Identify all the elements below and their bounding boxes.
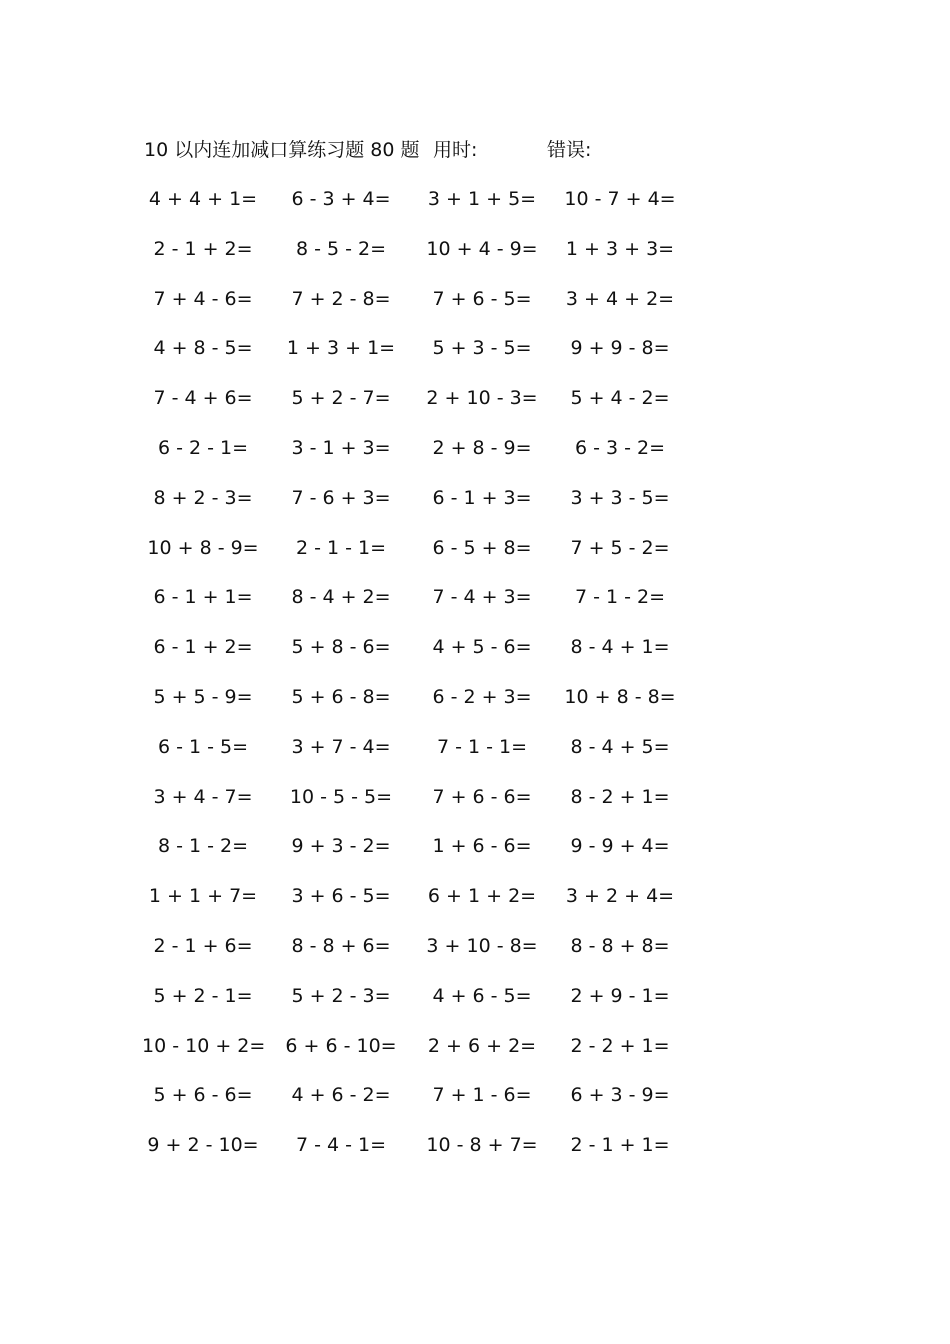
math-problem: 4 + 4 + 1=: [148, 188, 258, 210]
math-problem: 3 + 2 + 4=: [565, 885, 675, 908]
math-problem: 7 - 1 - 1=: [436, 735, 528, 758]
math-problem: 8 + 2 - 3=: [153, 486, 253, 509]
problem-row: [0, 733, 950, 783]
math-problem: 6 - 3 - 2=: [574, 436, 666, 459]
math-problem: 6 + 1 + 2=: [427, 885, 537, 908]
error-label: 错误:: [547, 139, 592, 161]
math-problem: 7 + 5 - 2=: [570, 536, 670, 559]
math-problem: 1 + 3 + 1=: [286, 337, 396, 360]
problem-row: [0, 583, 950, 633]
problem-row: [0, 434, 950, 484]
math-problem: 3 + 4 + 2=: [565, 287, 675, 310]
math-problem: 3 + 4 - 7=: [153, 785, 253, 808]
problem-grid: [0, 185, 950, 1181]
math-problem: 5 + 2 - 1=: [153, 984, 253, 1007]
math-problem: 10 + 8 - 9=: [147, 536, 259, 559]
math-problem: 9 - 9 + 4=: [570, 835, 670, 858]
math-problem: 8 - 2 + 1=: [570, 785, 670, 808]
math-problem: 4 + 6 - 5=: [432, 984, 532, 1007]
math-problem: 1 + 3 + 3=: [565, 237, 675, 260]
math-problem: 2 - 1 + 6=: [153, 934, 253, 957]
math-problem: 9 + 2 - 10=: [147, 1134, 259, 1157]
math-problem: 7 - 1 - 2=: [574, 586, 666, 609]
problem-row: [0, 1131, 950, 1181]
problem-row: [0, 832, 950, 882]
math-problem: 4 + 8 - 5=: [153, 337, 253, 360]
math-problem: 5 + 6 - 8=: [291, 685, 391, 708]
problem-row: [0, 1081, 950, 1131]
math-problem: 7 + 1 - 6=: [432, 1084, 532, 1107]
math-problem: 10 + 4 - 9=: [426, 237, 538, 260]
math-problem: 5 + 4 - 2=: [570, 387, 670, 410]
math-problem: 4 + 6 - 2=: [291, 1084, 391, 1107]
math-problem: 3 + 1 + 5=: [427, 188, 537, 210]
math-problem: 6 - 1 + 1=: [153, 586, 253, 609]
math-problem: 8 - 8 + 8=: [570, 934, 670, 957]
problem-row: [0, 534, 950, 584]
math-problem: 3 + 10 - 8=: [426, 934, 538, 957]
math-problem: 2 - 1 + 1=: [570, 1134, 670, 1157]
math-problem: 9 + 3 - 2=: [291, 835, 391, 858]
math-problem: 6 - 2 - 1=: [157, 436, 249, 459]
math-problem: 8 - 1 - 2=: [157, 835, 249, 858]
math-problem: 6 - 2 + 3=: [432, 685, 532, 708]
math-problem: 3 + 7 - 4=: [291, 735, 391, 758]
math-problem: 2 - 1 + 2=: [153, 237, 253, 260]
problem-row: [0, 185, 950, 235]
math-problem: 1 + 6 - 6=: [432, 835, 532, 858]
worksheet-title: 10 以内连加减口算练习题 80 题: [144, 139, 420, 161]
problem-row: [0, 285, 950, 335]
math-problem: 5 + 2 - 7=: [291, 387, 391, 410]
math-problem: 6 - 1 + 3=: [432, 486, 532, 509]
problem-row: [0, 484, 950, 534]
math-problem: 9 + 9 - 8=: [570, 337, 670, 360]
math-problem: 8 - 4 + 5=: [570, 735, 670, 758]
math-problem: 10 - 7 + 4=: [564, 188, 676, 210]
math-problem: 7 + 2 - 8=: [291, 287, 391, 310]
math-problem: 2 + 9 - 1=: [570, 984, 670, 1007]
math-problem: 7 + 6 - 5=: [432, 287, 532, 310]
math-problem: 6 + 3 - 9=: [570, 1084, 670, 1107]
math-problem: 3 + 6 - 5=: [291, 885, 391, 908]
math-problem: 5 + 8 - 6=: [291, 636, 391, 659]
problem-row: [0, 633, 950, 683]
math-problem: 5 + 5 - 9=: [153, 685, 253, 708]
math-problem: 10 - 8 + 7=: [426, 1134, 538, 1157]
math-problem: 10 + 8 - 8=: [564, 685, 676, 708]
math-problem: 7 - 4 - 1=: [295, 1134, 387, 1157]
math-problem: 6 - 1 - 5=: [157, 735, 249, 758]
math-problem: 10 - 10 + 2=: [142, 1034, 266, 1057]
problem-row: [0, 783, 950, 833]
math-problem: 7 - 6 + 3=: [291, 486, 391, 509]
problem-row: [0, 334, 950, 384]
math-problem: 8 - 4 + 1=: [570, 636, 670, 659]
math-problem: 5 + 2 - 3=: [291, 984, 391, 1007]
problem-row: [0, 882, 950, 932]
math-problem: 8 - 5 - 2=: [295, 237, 387, 260]
problem-row: [0, 384, 950, 434]
math-problem: 2 + 8 - 9=: [432, 436, 532, 459]
math-problem: 7 + 4 - 6=: [153, 287, 253, 310]
math-problem: 2 - 1 - 1=: [295, 536, 387, 559]
math-problem: 1 + 1 + 7=: [148, 885, 258, 908]
math-problem: 3 + 3 - 5=: [570, 486, 670, 509]
problem-row: [0, 982, 950, 1032]
math-problem: 6 - 1 + 2=: [153, 636, 253, 659]
problem-row: [0, 932, 950, 982]
math-problem: 8 - 8 + 6=: [291, 934, 391, 957]
math-problem: 7 + 6 - 6=: [432, 785, 532, 808]
math-problem: 7 - 4 + 3=: [432, 586, 532, 609]
math-problem: 5 + 3 - 5=: [432, 337, 532, 360]
math-problem: 4 + 5 - 6=: [432, 636, 532, 659]
problem-row: [0, 235, 950, 285]
math-problem: 5 + 6 - 6=: [153, 1084, 253, 1107]
worksheet-header: [0, 136, 950, 164]
math-problem: 2 - 2 + 1=: [570, 1034, 670, 1057]
math-problem: 6 + 6 - 10=: [285, 1034, 397, 1057]
math-problem: 2 + 10 - 3=: [426, 387, 538, 410]
math-problem: 7 - 4 + 6=: [153, 387, 253, 410]
math-problem: 3 - 1 + 3=: [291, 436, 391, 459]
math-problem: 6 - 5 + 8=: [432, 536, 532, 559]
math-problem: 2 + 6 + 2=: [427, 1034, 537, 1057]
time-label: 用时:: [433, 139, 478, 161]
problem-row: [0, 1032, 950, 1082]
math-problem: 6 - 3 + 4=: [291, 188, 391, 210]
problem-row: [0, 683, 950, 733]
math-problem: 8 - 4 + 2=: [291, 586, 391, 609]
math-problem: 10 - 5 - 5=: [289, 785, 393, 808]
